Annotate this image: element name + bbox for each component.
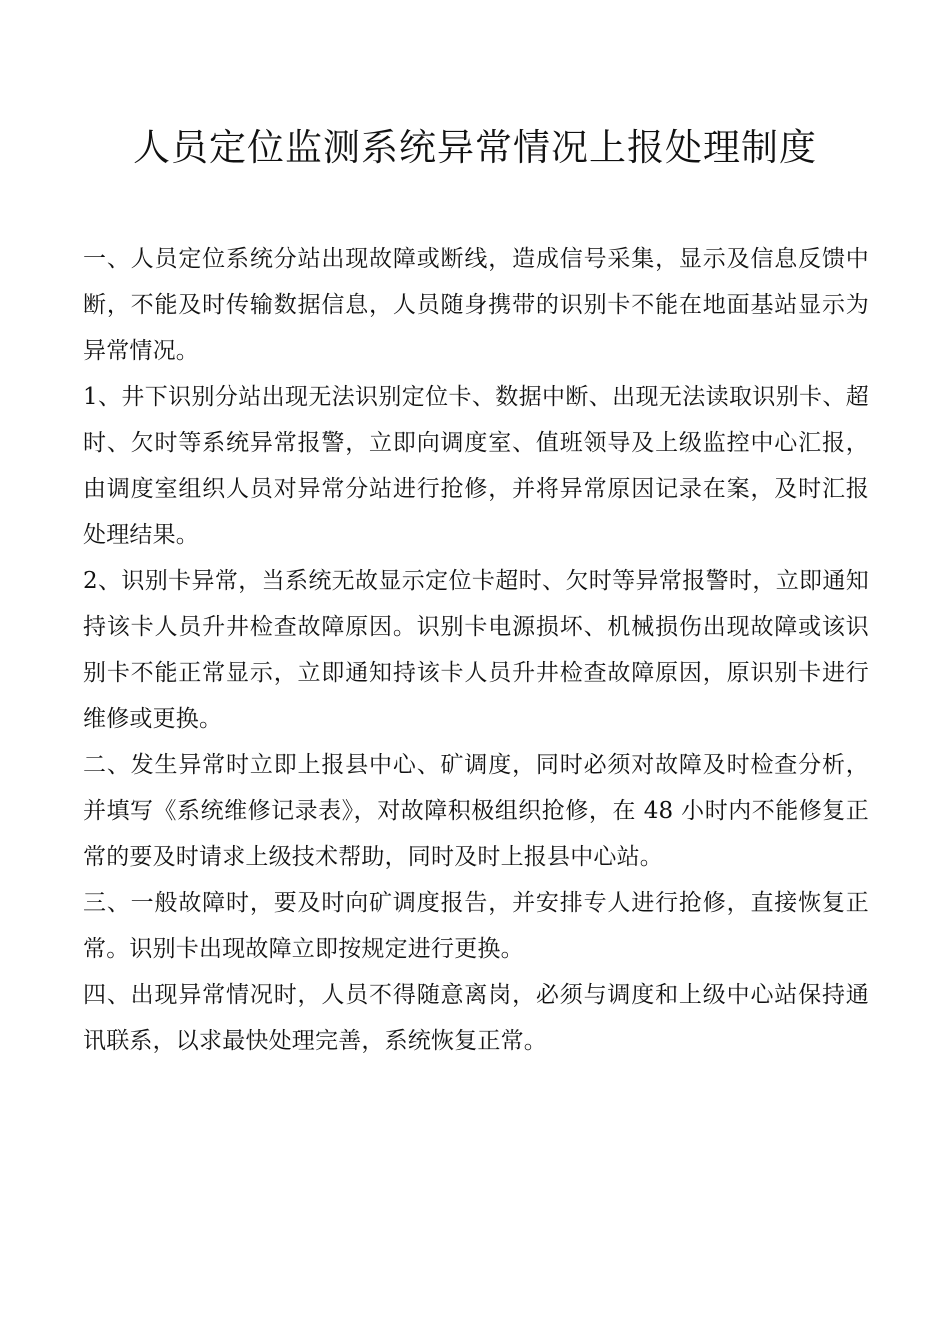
paragraph-3: 2、识别卡异常，当系统无故显示定位卡超时、欠时等异常报警时，立即通知持该卡人员升井检查故障原因。识别卡电源损坏、机械损伤出现故障或该识别卡不能正常显示，立即通知持该卡人员升井检查故障原因，原识别卡进行维修或更换。	[83, 568, 869, 732]
paragraph-2: 1、井下识别分站出现无法识别定位卡、数据中断、出现无法读取识别卡、超时、欠时等系统异常报警，立即向调度室、值班领导及上级监控中心汇报，由调度室组织人员对异常分站进行抢修，并将异常原因记录在案，及时汇报处理结果。	[83, 384, 869, 548]
paragraph-1: 一、人员定位系统分站出现故障或断线，造成信号采集，显示及信息反馈中断，不能及时传输数据信息，人员随身携带的识别卡不能在地面基站显示为异常情况。	[83, 246, 869, 364]
paragraph-5: 三、一般故障时，要及时向矿调度报告，并安排专人进行抢修，直接恢复正常。识别卡出现故障立即按规定进行更换。	[83, 890, 869, 962]
document-body	[83, 236, 869, 1064]
paragraph-6: 四、出现异常情况时，人员不得随意离岗，必须与调度和上级中心站保持通讯联系，以求最快处理完善，系统恢复正常。	[83, 982, 869, 1054]
paragraph-4: 二、发生异常时立即上报县中心、矿调度，同时必须对故障及时检查分析，并填写《系统维修记录表》，对故障积极组织抢修，在 48 小时内不能修复正常的要及时请求上级技术帮助，同时及时上报县中心站。	[83, 752, 869, 870]
document-title: 人员定位监测系统异常情况上报处理制度	[133, 126, 817, 169]
